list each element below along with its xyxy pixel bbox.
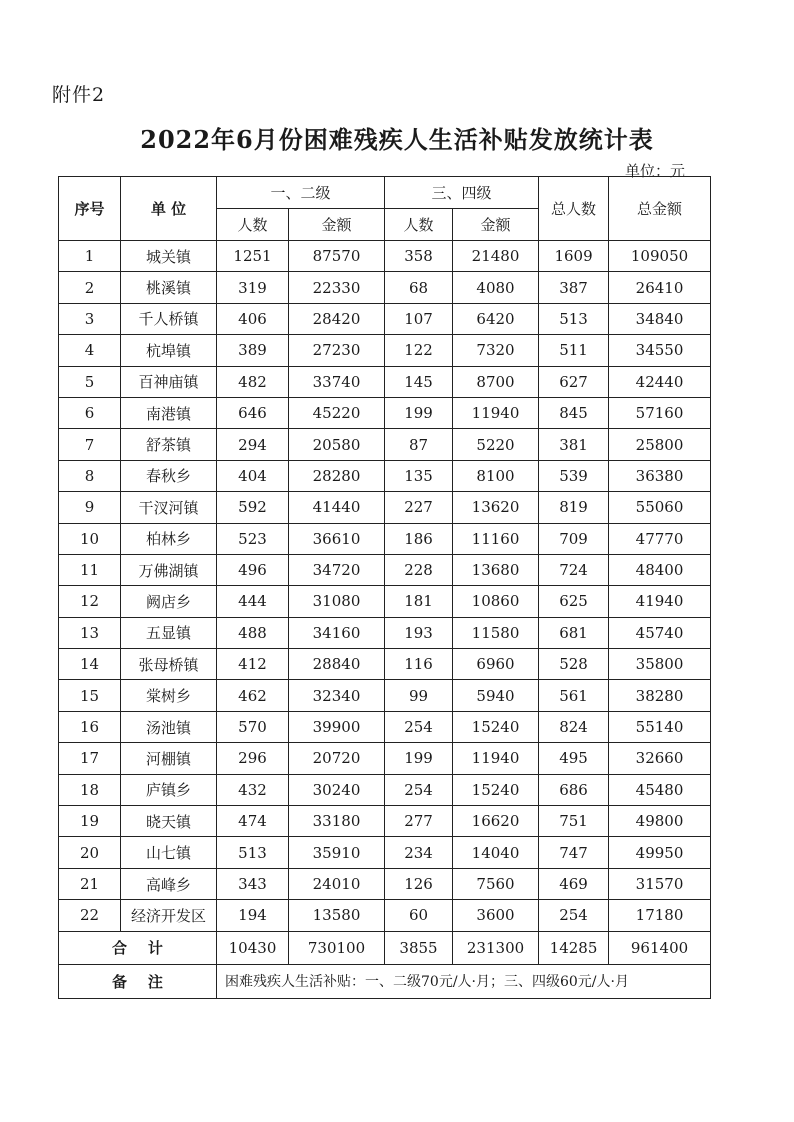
row-people-34: 68 bbox=[385, 272, 453, 303]
table-row bbox=[59, 806, 711, 837]
row-total-amount: 48400 bbox=[609, 554, 711, 585]
table-body bbox=[59, 241, 711, 932]
row-people-34: 126 bbox=[385, 868, 453, 899]
row-people-34: 254 bbox=[385, 774, 453, 805]
row-seq: 10 bbox=[59, 523, 121, 554]
row-total-people: 724 bbox=[539, 554, 609, 585]
row-seq: 8 bbox=[59, 460, 121, 491]
table-row bbox=[59, 366, 711, 397]
row-total-people: 561 bbox=[539, 680, 609, 711]
total-people-12: 10430 bbox=[217, 931, 289, 964]
header-people-34: 人数 bbox=[385, 209, 453, 241]
row-total-people: 254 bbox=[539, 900, 609, 931]
row-amount-34: 13620 bbox=[453, 492, 539, 523]
row-people-34: 358 bbox=[385, 241, 453, 272]
row-people-34: 199 bbox=[385, 397, 453, 428]
row-amount-34: 13680 bbox=[453, 554, 539, 585]
row-total-amount: 49950 bbox=[609, 837, 711, 868]
row-amount-34: 14040 bbox=[453, 837, 539, 868]
row-people-34: 228 bbox=[385, 554, 453, 585]
row-unit: 南港镇 bbox=[121, 397, 217, 428]
table-row bbox=[59, 743, 711, 774]
row-amount-12: 87570 bbox=[289, 241, 385, 272]
row-people-12: 412 bbox=[217, 649, 289, 680]
row-people-12: 462 bbox=[217, 680, 289, 711]
row-unit: 千人桥镇 bbox=[121, 303, 217, 334]
row-unit: 高峰乡 bbox=[121, 868, 217, 899]
row-amount-34: 4080 bbox=[453, 272, 539, 303]
row-total-amount: 25800 bbox=[609, 429, 711, 460]
header-group-12: 一、二级 bbox=[217, 177, 385, 209]
row-total-people: 819 bbox=[539, 492, 609, 523]
row-unit: 棠树乡 bbox=[121, 680, 217, 711]
header-people-12: 人数 bbox=[217, 209, 289, 241]
row-amount-12: 34720 bbox=[289, 554, 385, 585]
row-seq: 11 bbox=[59, 554, 121, 585]
row-amount-12: 33740 bbox=[289, 366, 385, 397]
row-amount-12: 28840 bbox=[289, 649, 385, 680]
row-total-people: 381 bbox=[539, 429, 609, 460]
note-text: 困难残疾人生活补贴：一、二级70元/人·月；三、四级60元/人·月 bbox=[217, 964, 711, 998]
row-total-people: 495 bbox=[539, 743, 609, 774]
row-amount-12: 32340 bbox=[289, 680, 385, 711]
row-total-people: 387 bbox=[539, 272, 609, 303]
row-unit: 张母桥镇 bbox=[121, 649, 217, 680]
attachment-label: 附件2 bbox=[52, 84, 106, 106]
row-people-12: 570 bbox=[217, 711, 289, 742]
table-row bbox=[59, 241, 711, 272]
row-amount-12: 45220 bbox=[289, 397, 385, 428]
row-amount-12: 41440 bbox=[289, 492, 385, 523]
row-people-34: 135 bbox=[385, 460, 453, 491]
row-unit: 桃溪镇 bbox=[121, 272, 217, 303]
row-unit: 阙店乡 bbox=[121, 586, 217, 617]
table-row bbox=[59, 303, 711, 334]
row-people-12: 646 bbox=[217, 397, 289, 428]
row-total-amount: 49800 bbox=[609, 806, 711, 837]
row-amount-34: 5220 bbox=[453, 429, 539, 460]
table-row bbox=[59, 617, 711, 648]
header-amount-12: 金额 bbox=[289, 209, 385, 241]
table-row bbox=[59, 868, 711, 899]
row-seq: 4 bbox=[59, 335, 121, 366]
row-amount-34: 7560 bbox=[453, 868, 539, 899]
header-group-34: 三、四级 bbox=[385, 177, 539, 209]
row-unit: 春秋乡 bbox=[121, 460, 217, 491]
row-amount-34: 21480 bbox=[453, 241, 539, 272]
total-people-34: 3855 bbox=[385, 931, 453, 964]
row-people-12: 482 bbox=[217, 366, 289, 397]
row-total-people: 824 bbox=[539, 711, 609, 742]
row-amount-12: 34160 bbox=[289, 617, 385, 648]
row-unit: 万佛湖镇 bbox=[121, 554, 217, 585]
row-people-12: 194 bbox=[217, 900, 289, 931]
row-total-people: 751 bbox=[539, 806, 609, 837]
row-amount-12: 28420 bbox=[289, 303, 385, 334]
table-row bbox=[59, 460, 711, 491]
row-people-12: 1251 bbox=[217, 241, 289, 272]
table-row bbox=[59, 900, 711, 931]
total-people: 14285 bbox=[539, 931, 609, 964]
row-seq: 21 bbox=[59, 868, 121, 899]
row-seq: 14 bbox=[59, 649, 121, 680]
table-row bbox=[59, 523, 711, 554]
table-row bbox=[59, 397, 711, 428]
row-total-amount: 57160 bbox=[609, 397, 711, 428]
row-people-34: 107 bbox=[385, 303, 453, 334]
table-row bbox=[59, 335, 711, 366]
header-seq: 序号 bbox=[59, 177, 121, 241]
row-total-people: 539 bbox=[539, 460, 609, 491]
note-label: 备 注 bbox=[59, 964, 217, 998]
row-seq: 15 bbox=[59, 680, 121, 711]
row-amount-12: 20580 bbox=[289, 429, 385, 460]
row-people-34: 181 bbox=[385, 586, 453, 617]
row-people-12: 496 bbox=[217, 554, 289, 585]
row-unit: 山七镇 bbox=[121, 837, 217, 868]
total-amount: 961400 bbox=[609, 931, 711, 964]
table-row bbox=[59, 429, 711, 460]
row-amount-34: 11940 bbox=[453, 397, 539, 428]
row-total-amount: 41940 bbox=[609, 586, 711, 617]
subsidy-table bbox=[58, 176, 711, 999]
row-total-amount: 55060 bbox=[609, 492, 711, 523]
row-total-people: 528 bbox=[539, 649, 609, 680]
page-title: 2022年6月份困难残疾人生活补贴发放统计表 bbox=[140, 125, 654, 154]
row-unit: 晓天镇 bbox=[121, 806, 217, 837]
note-row bbox=[59, 964, 711, 998]
row-total-amount: 109050 bbox=[609, 241, 711, 272]
row-total-people: 627 bbox=[539, 366, 609, 397]
row-amount-12: 35910 bbox=[289, 837, 385, 868]
row-amount-34: 11940 bbox=[453, 743, 539, 774]
row-people-12: 474 bbox=[217, 806, 289, 837]
row-total-amount: 42440 bbox=[609, 366, 711, 397]
row-people-34: 145 bbox=[385, 366, 453, 397]
row-total-amount: 45480 bbox=[609, 774, 711, 805]
table-row bbox=[59, 837, 711, 868]
table-row bbox=[59, 554, 711, 585]
header-total-people: 总人数 bbox=[539, 177, 609, 241]
table-row bbox=[59, 711, 711, 742]
row-total-people: 747 bbox=[539, 837, 609, 868]
row-seq: 22 bbox=[59, 900, 121, 931]
row-amount-34: 8700 bbox=[453, 366, 539, 397]
row-total-amount: 34550 bbox=[609, 335, 711, 366]
row-total-people: 1609 bbox=[539, 241, 609, 272]
row-total-amount: 55140 bbox=[609, 711, 711, 742]
row-people-12: 294 bbox=[217, 429, 289, 460]
row-people-34: 87 bbox=[385, 429, 453, 460]
row-seq: 16 bbox=[59, 711, 121, 742]
row-people-34: 60 bbox=[385, 900, 453, 931]
row-amount-34: 11580 bbox=[453, 617, 539, 648]
row-people-12: 404 bbox=[217, 460, 289, 491]
row-seq: 7 bbox=[59, 429, 121, 460]
row-seq: 12 bbox=[59, 586, 121, 617]
row-unit: 干汊河镇 bbox=[121, 492, 217, 523]
row-total-amount: 34840 bbox=[609, 303, 711, 334]
row-amount-34: 11160 bbox=[453, 523, 539, 554]
table-row bbox=[59, 680, 711, 711]
row-people-12: 296 bbox=[217, 743, 289, 774]
row-seq: 20 bbox=[59, 837, 121, 868]
row-seq: 9 bbox=[59, 492, 121, 523]
row-total-amount: 17180 bbox=[609, 900, 711, 931]
row-total-people: 625 bbox=[539, 586, 609, 617]
total-row bbox=[59, 931, 711, 964]
unit-label: 单位：元 bbox=[625, 162, 686, 180]
row-unit: 杭埠镇 bbox=[121, 335, 217, 366]
table-row bbox=[59, 586, 711, 617]
table-row bbox=[59, 272, 711, 303]
row-unit: 汤池镇 bbox=[121, 711, 217, 742]
row-unit: 庐镇乡 bbox=[121, 774, 217, 805]
row-total-people: 845 bbox=[539, 397, 609, 428]
row-total-people: 513 bbox=[539, 303, 609, 334]
row-seq: 6 bbox=[59, 397, 121, 428]
row-amount-12: 24010 bbox=[289, 868, 385, 899]
row-amount-12: 31080 bbox=[289, 586, 385, 617]
row-total-amount: 45740 bbox=[609, 617, 711, 648]
row-unit: 百神庙镇 bbox=[121, 366, 217, 397]
row-people-34: 199 bbox=[385, 743, 453, 774]
row-total-amount: 35800 bbox=[609, 649, 711, 680]
table-row bbox=[59, 774, 711, 805]
row-seq: 1 bbox=[59, 241, 121, 272]
row-unit: 河棚镇 bbox=[121, 743, 217, 774]
header-amount-34: 金额 bbox=[453, 209, 539, 241]
row-people-34: 254 bbox=[385, 711, 453, 742]
row-amount-34: 15240 bbox=[453, 711, 539, 742]
row-people-34: 116 bbox=[385, 649, 453, 680]
total-label: 合 计 bbox=[59, 931, 217, 964]
row-amount-34: 8100 bbox=[453, 460, 539, 491]
row-unit: 经济开发区 bbox=[121, 900, 217, 931]
header-unit: 单 位 bbox=[121, 177, 217, 241]
row-amount-34: 6960 bbox=[453, 649, 539, 680]
row-amount-34: 5940 bbox=[453, 680, 539, 711]
row-total-people: 681 bbox=[539, 617, 609, 648]
row-people-12: 319 bbox=[217, 272, 289, 303]
row-total-amount: 47770 bbox=[609, 523, 711, 554]
row-amount-12: 39900 bbox=[289, 711, 385, 742]
row-amount-12: 13580 bbox=[289, 900, 385, 931]
row-unit: 五显镇 bbox=[121, 617, 217, 648]
header-total-amount: 总金额 bbox=[609, 177, 711, 241]
total-amount-34: 231300 bbox=[453, 931, 539, 964]
row-people-34: 234 bbox=[385, 837, 453, 868]
row-people-34: 277 bbox=[385, 806, 453, 837]
row-people-12: 343 bbox=[217, 868, 289, 899]
row-amount-34: 15240 bbox=[453, 774, 539, 805]
row-amount-34: 3600 bbox=[453, 900, 539, 931]
row-seq: 5 bbox=[59, 366, 121, 397]
row-people-12: 488 bbox=[217, 617, 289, 648]
row-people-34: 122 bbox=[385, 335, 453, 366]
row-total-people: 686 bbox=[539, 774, 609, 805]
row-total-amount: 38280 bbox=[609, 680, 711, 711]
row-people-12: 432 bbox=[217, 774, 289, 805]
row-people-12: 592 bbox=[217, 492, 289, 523]
row-people-34: 186 bbox=[385, 523, 453, 554]
row-total-people: 511 bbox=[539, 335, 609, 366]
row-amount-12: 36610 bbox=[289, 523, 385, 554]
table-row bbox=[59, 492, 711, 523]
table-row bbox=[59, 649, 711, 680]
row-people-34: 99 bbox=[385, 680, 453, 711]
row-amount-12: 22330 bbox=[289, 272, 385, 303]
row-people-34: 193 bbox=[385, 617, 453, 648]
row-seq: 2 bbox=[59, 272, 121, 303]
row-seq: 13 bbox=[59, 617, 121, 648]
total-amount-12: 730100 bbox=[289, 931, 385, 964]
row-amount-34: 16620 bbox=[453, 806, 539, 837]
row-total-amount: 36380 bbox=[609, 460, 711, 491]
row-total-people: 469 bbox=[539, 868, 609, 899]
row-unit: 舒茶镇 bbox=[121, 429, 217, 460]
row-seq: 18 bbox=[59, 774, 121, 805]
row-unit: 城关镇 bbox=[121, 241, 217, 272]
row-total-amount: 31570 bbox=[609, 868, 711, 899]
row-seq: 3 bbox=[59, 303, 121, 334]
row-people-12: 444 bbox=[217, 586, 289, 617]
row-seq: 19 bbox=[59, 806, 121, 837]
row-unit: 柏林乡 bbox=[121, 523, 217, 554]
row-total-amount: 26410 bbox=[609, 272, 711, 303]
row-amount-12: 28280 bbox=[289, 460, 385, 491]
row-amount-34: 7320 bbox=[453, 335, 539, 366]
row-amount-12: 33180 bbox=[289, 806, 385, 837]
row-amount-34: 10860 bbox=[453, 586, 539, 617]
row-people-12: 389 bbox=[217, 335, 289, 366]
row-people-34: 227 bbox=[385, 492, 453, 523]
row-total-people: 709 bbox=[539, 523, 609, 554]
row-people-12: 513 bbox=[217, 837, 289, 868]
row-total-amount: 32660 bbox=[609, 743, 711, 774]
row-people-12: 406 bbox=[217, 303, 289, 334]
row-amount-12: 30240 bbox=[289, 774, 385, 805]
row-people-12: 523 bbox=[217, 523, 289, 554]
row-seq: 17 bbox=[59, 743, 121, 774]
row-amount-34: 6420 bbox=[453, 303, 539, 334]
row-amount-12: 20720 bbox=[289, 743, 385, 774]
row-amount-12: 27230 bbox=[289, 335, 385, 366]
